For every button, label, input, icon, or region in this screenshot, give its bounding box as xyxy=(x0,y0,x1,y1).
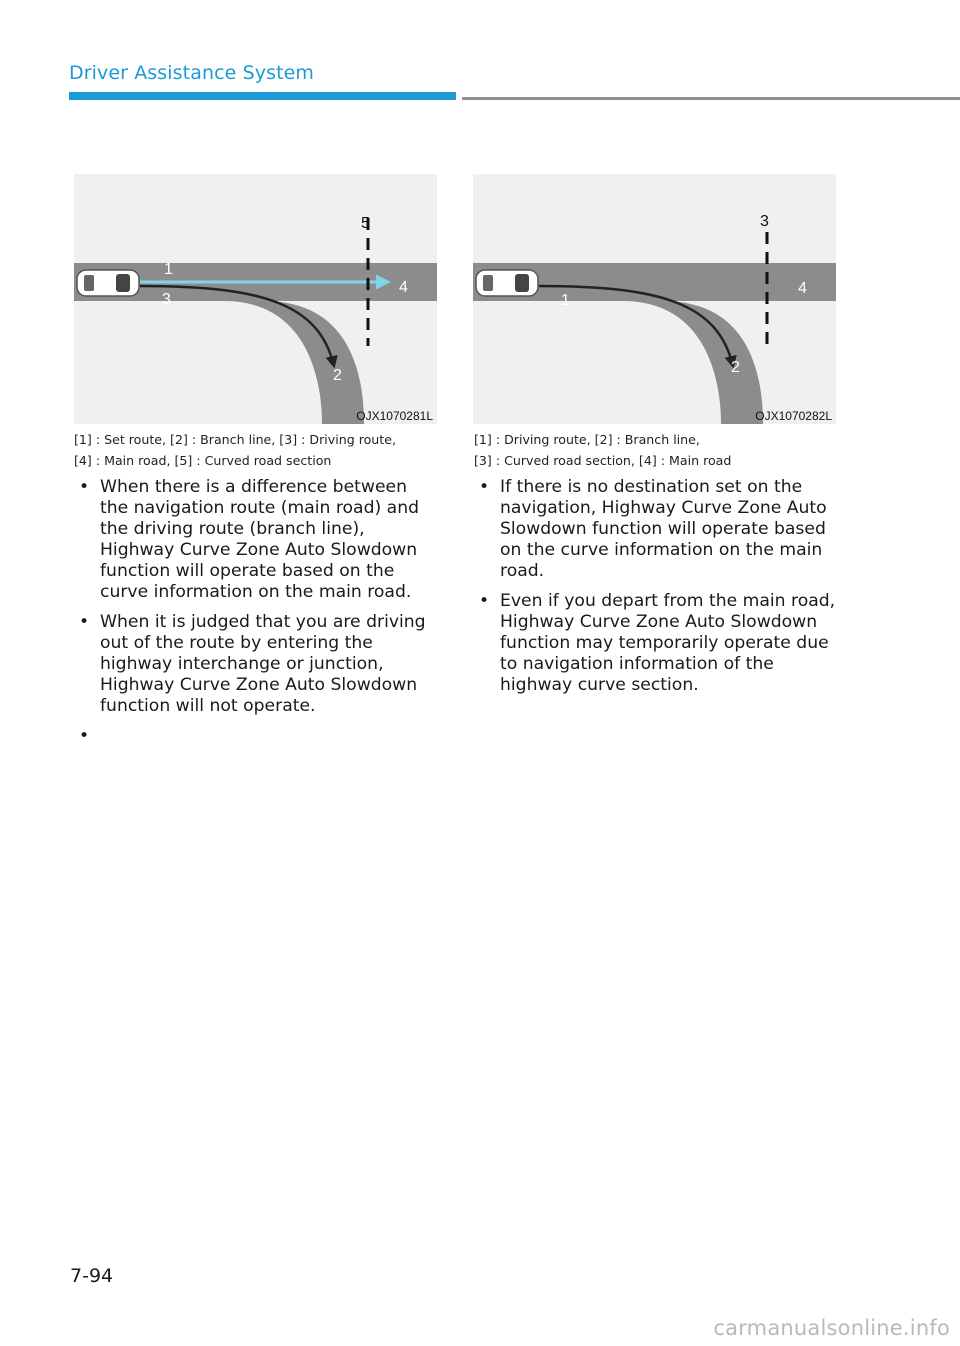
list-item xyxy=(74,612,438,717)
label-driving-route: 1 xyxy=(561,292,570,309)
section-title: Driver Assistance System xyxy=(69,62,315,84)
list-item xyxy=(74,477,438,603)
bullet-text: When it is judged that you are driving out of the route by entering the highway interchange or junction, Highway Curve Zone Auto Slowdown function will not operate. xyxy=(100,612,426,716)
caption-line: [1] : Set route, [2] : Branch line, [3] : Driving route, xyxy=(74,432,396,447)
page-number: 7-94 xyxy=(70,1265,114,1287)
bullet-icon: • xyxy=(79,612,90,632)
bullet-text: If there is no destination set on the navigation, Highway Curve Zone Auto Slowdown function will operate based on the curve information on the main road. xyxy=(500,477,827,581)
figure-no-destination xyxy=(473,174,836,424)
figure-caption-right xyxy=(474,429,731,471)
bullet-icon: • xyxy=(479,477,490,497)
car-icon xyxy=(476,270,538,296)
bullet-icon: • xyxy=(79,726,90,746)
figure-set-route xyxy=(74,174,437,424)
label-curved-section: 3 xyxy=(760,213,769,230)
label-branch-line: 2 xyxy=(333,367,342,384)
car-icon xyxy=(77,270,139,296)
figure-code: OJX1070281L xyxy=(356,409,433,423)
bullet-icon: • xyxy=(479,591,490,611)
list-item xyxy=(474,591,838,696)
road-diagram-left xyxy=(74,174,437,424)
label-main-road: 4 xyxy=(798,280,807,297)
caption-line: [3] : Curved road section, [4] : Main road xyxy=(474,453,732,468)
label-main-road: 4 xyxy=(399,279,408,296)
bullet-list-right xyxy=(474,477,838,705)
road-diagram-right xyxy=(473,174,836,424)
caption-line: [4] : Main road, [5] : Curved road section xyxy=(74,453,332,468)
watermark: carmanualsonline.info xyxy=(713,1316,950,1340)
header-divider xyxy=(462,97,960,100)
label-set-route: 1 xyxy=(164,261,173,278)
figure-code: OJX1070282L xyxy=(755,409,832,423)
label-curved-section: 5 xyxy=(361,215,370,232)
caption-line: [1] : Driving route, [2] : Branch line, xyxy=(474,432,700,447)
header-accent-bar xyxy=(69,92,456,100)
list-item xyxy=(474,477,838,582)
bullet-icon: • xyxy=(79,477,90,497)
label-driving-route: 3 xyxy=(162,291,171,308)
bullet-list-left xyxy=(74,477,438,746)
figure-caption-left xyxy=(74,429,396,471)
bullet-text: When there is a difference between the navigation route (main road) and the driving route (branch line), Highway Curve Zone Auto Slowdown function will operate based on the curve information on the main road. xyxy=(100,477,420,602)
bullet-text: Even if you depart from the main road, Highway Curve Zone Auto Slowdown function may temporarily operate due to navigation information of the highway curve section. xyxy=(500,591,836,695)
label-branch-line: 2 xyxy=(731,359,740,376)
